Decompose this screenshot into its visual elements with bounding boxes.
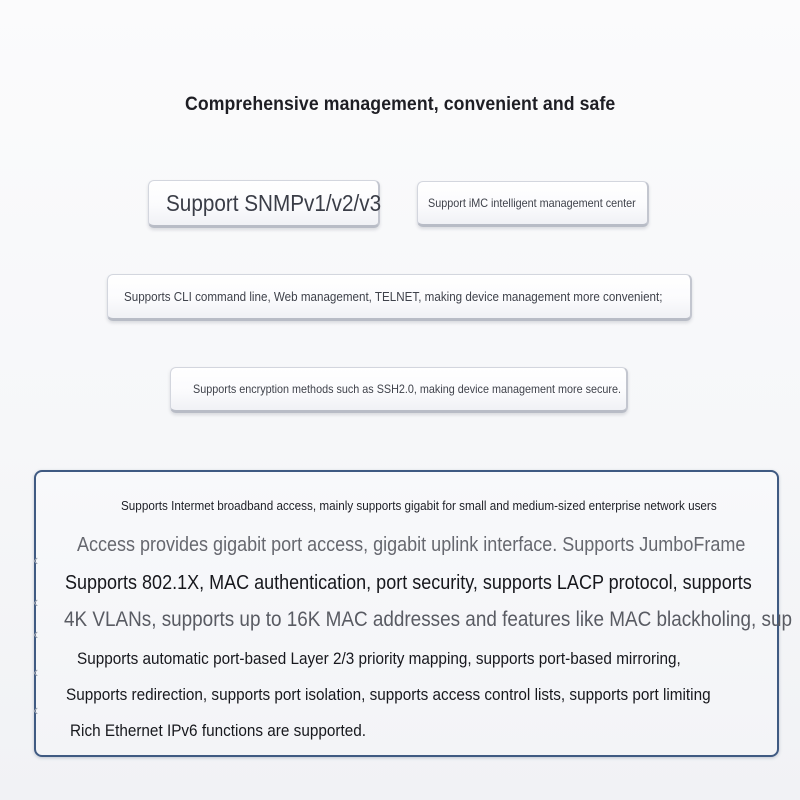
feature-line: Supports 802.1X, MAC authentication, port security, supports LACP protocol, supports	[65, 572, 752, 594]
feature-line: 4K VLANs, supports up to 16K MAC addresses and features like MAC blackholing, sup	[64, 608, 793, 631]
imc-support-label: Support iMC intelligent management center	[428, 196, 636, 210]
card-edge-mark: ‹	[33, 626, 39, 643]
card-edge-mark: ‹	[33, 702, 39, 719]
feature-line: Supports automatic port-based Layer 2/3 priority mapping, supports port-based mirroring,	[77, 649, 681, 668]
feature-line: Rich Ethernet IPv6 functions are supported.	[70, 721, 366, 740]
page-heading: Comprehensive management, convenient and safe	[185, 94, 616, 115]
card-edge-mark: ‹	[33, 594, 39, 611]
feature-line: Access provides gigabit port access, gigabit uplink interface. Supports JumboFrame	[77, 534, 746, 556]
ssh-encryption-badge	[170, 367, 628, 413]
card-edge-mark: ‹	[33, 552, 39, 569]
snmp-support-label: Support SNMPv1/v2/v3	[166, 189, 382, 216]
cli-web-telnet-label: Supports CLI command line, Web management, TELNET, making device management more convenient;	[124, 289, 663, 304]
cli-web-telnet-badge	[107, 274, 692, 321]
feature-line: Supports redirection, supports port isolation, supports access control lists, supports port limiting	[66, 685, 711, 704]
feature-line: Supports Intermet broadband access, mainly supports gigabit for small and medium-sized enterprise network users	[121, 498, 717, 513]
card-edge-mark: ‹	[33, 664, 39, 681]
ssh-encryption-label: Supports encryption methods such as SSH2.0, making device management more secure.	[193, 382, 622, 396]
imc-support-badge	[417, 181, 649, 227]
snmp-support-badge	[148, 180, 380, 228]
